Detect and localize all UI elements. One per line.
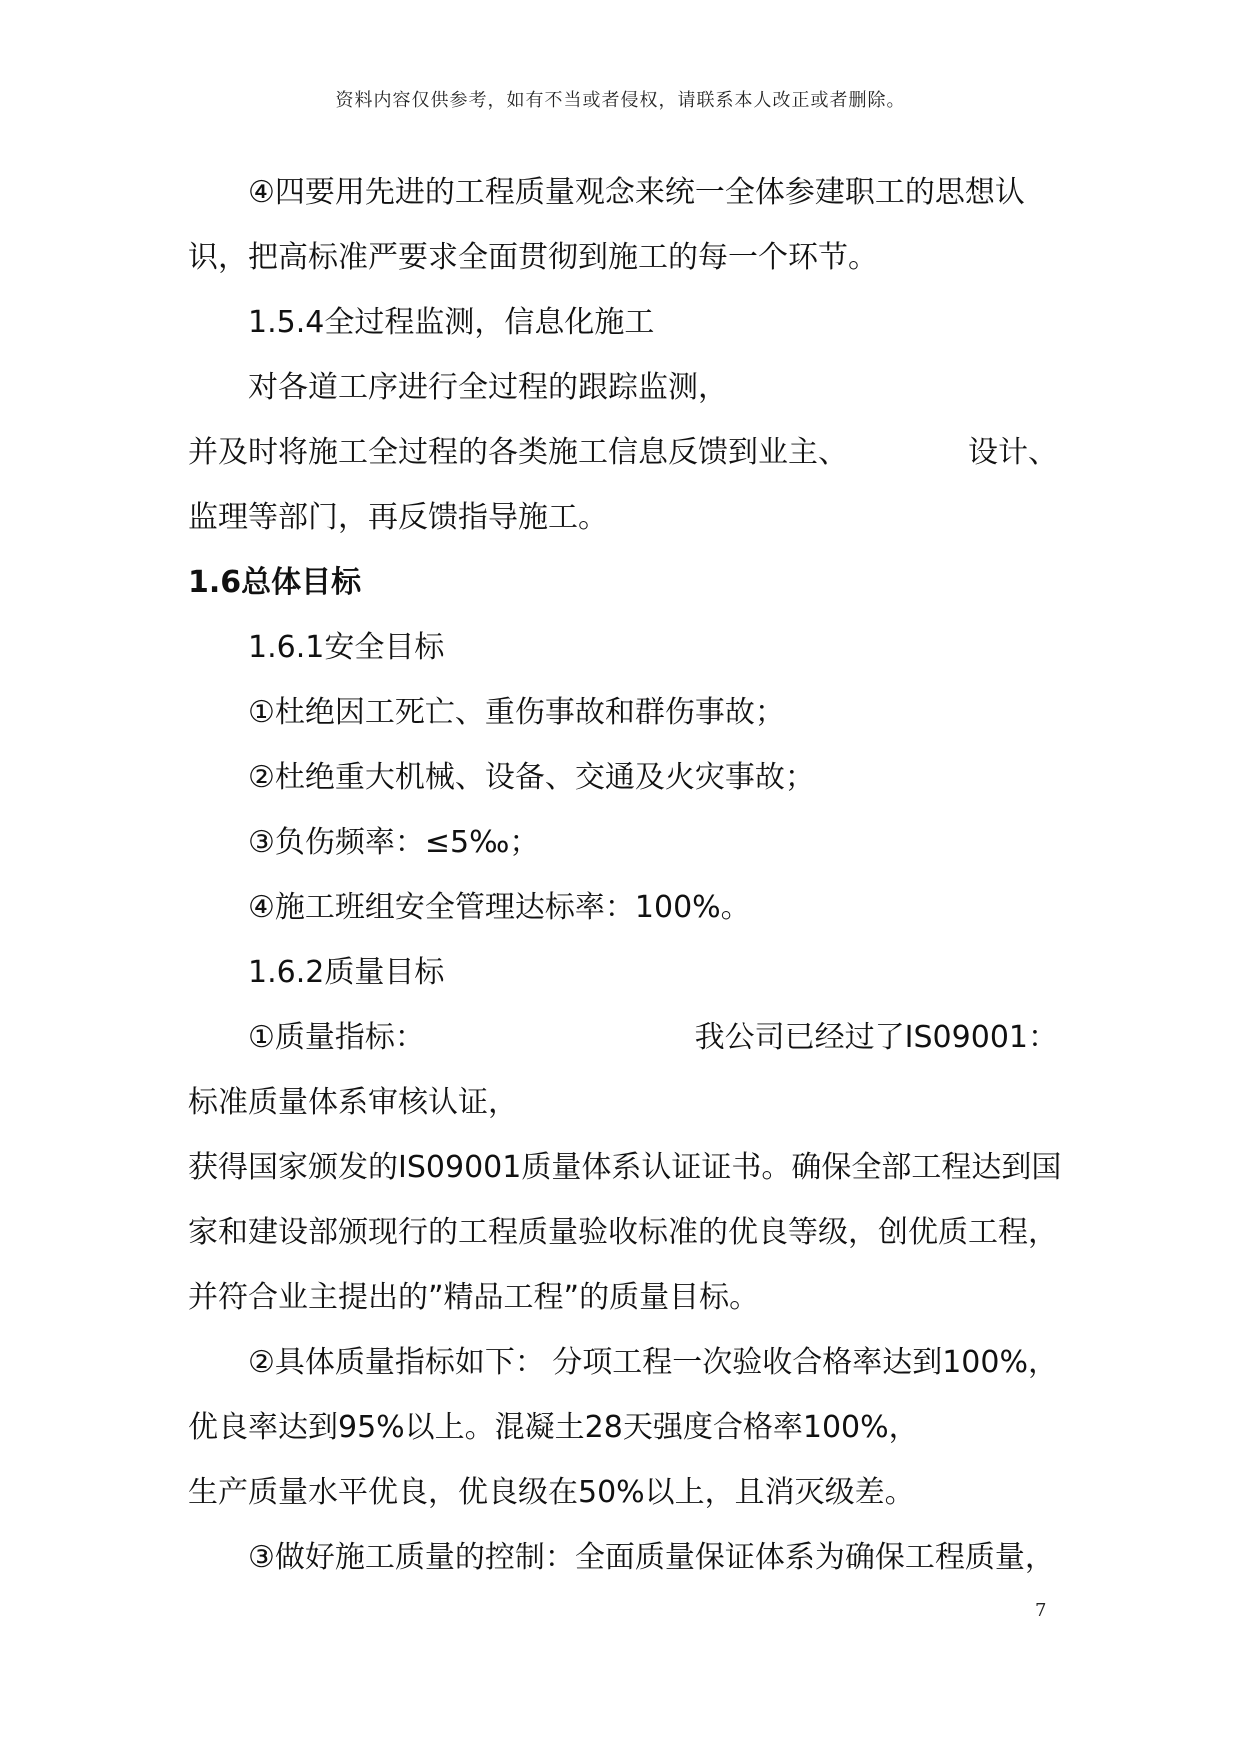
list-item: [188, 1005, 1058, 1070]
section-heading-1-6-2: 1.6.2质量目标: [248, 955, 445, 990]
document-body: [188, 160, 1062, 1590]
paragraph-line: 家和建设部颁现行的工程质量验收标准的优良等级，创优质工程，: [188, 1215, 1058, 1250]
paragraph-line: [188, 420, 1058, 485]
paragraph-line: 生产质量水平优良，优良级在50%以上，且消灭级差。: [188, 1475, 915, 1510]
paragraph-line: ④四要用先进的工程质量观念来统一全体参建职工的思想认: [248, 175, 1025, 210]
section-heading-1-6: 1.6总体目标: [188, 565, 362, 600]
disclaimer-header: 资料内容仅供参考，如有不当或者侵权，请联系本人改正或者删除。: [335, 90, 906, 111]
paragraph-line: 并符合业主提出的”精品工程”的质量目标。: [188, 1280, 760, 1315]
list-item: ③做好施工质量的控制：全面质量保证体系为确保工程质量，: [248, 1540, 1055, 1575]
list-item: ①杜绝因工死亡、重伤事故和群伤事故；: [248, 695, 785, 730]
paragraph-line: 监理等部门，再反馈指导施工。: [188, 500, 608, 535]
paragraph-segment: 我公司已经过了IS09001：: [694, 1020, 1058, 1055]
paragraph-segment: 分项工程一次验收合格率达到100%，: [552, 1345, 1058, 1380]
paragraph-segment: ②具体质量指标如下：: [248, 1345, 545, 1380]
paragraph-line: 标准质量体系审核认证，: [188, 1085, 518, 1120]
list-item: [188, 1330, 1058, 1395]
page-number: 7: [1035, 1600, 1047, 1621]
paragraph-line: 对各道工序进行全过程的跟踪监测，: [248, 370, 728, 405]
paragraph-segment: 设计、: [968, 435, 1058, 470]
paragraph-line: 优良率达到95%以上。混凝土28天强度合格率100%，: [188, 1410, 919, 1445]
paragraph-segment: 并及时将施工全过程的各类施工信息反馈到业主、: [188, 435, 848, 470]
list-item: ③负伤频率：≤5‰；: [248, 825, 540, 860]
paragraph-line: 获得国家颁发的IS09001质量体系认证证书。确保全部工程达到国: [188, 1150, 1062, 1185]
section-heading-1-6-1: 1.6.1安全目标: [248, 630, 445, 665]
section-heading-1-5-4: 1.5.4全过程监测，信息化施工: [248, 305, 655, 340]
paragraph-segment: ①质量指标：: [248, 1020, 425, 1055]
list-item: ②杜绝重大机械、设备、交通及火灾事故；: [248, 760, 815, 795]
list-item: ④施工班组安全管理达标率：100%。: [248, 890, 751, 925]
paragraph-line: 识，把高标准严要求全面贯彻到施工的每一个环节。: [188, 240, 878, 275]
